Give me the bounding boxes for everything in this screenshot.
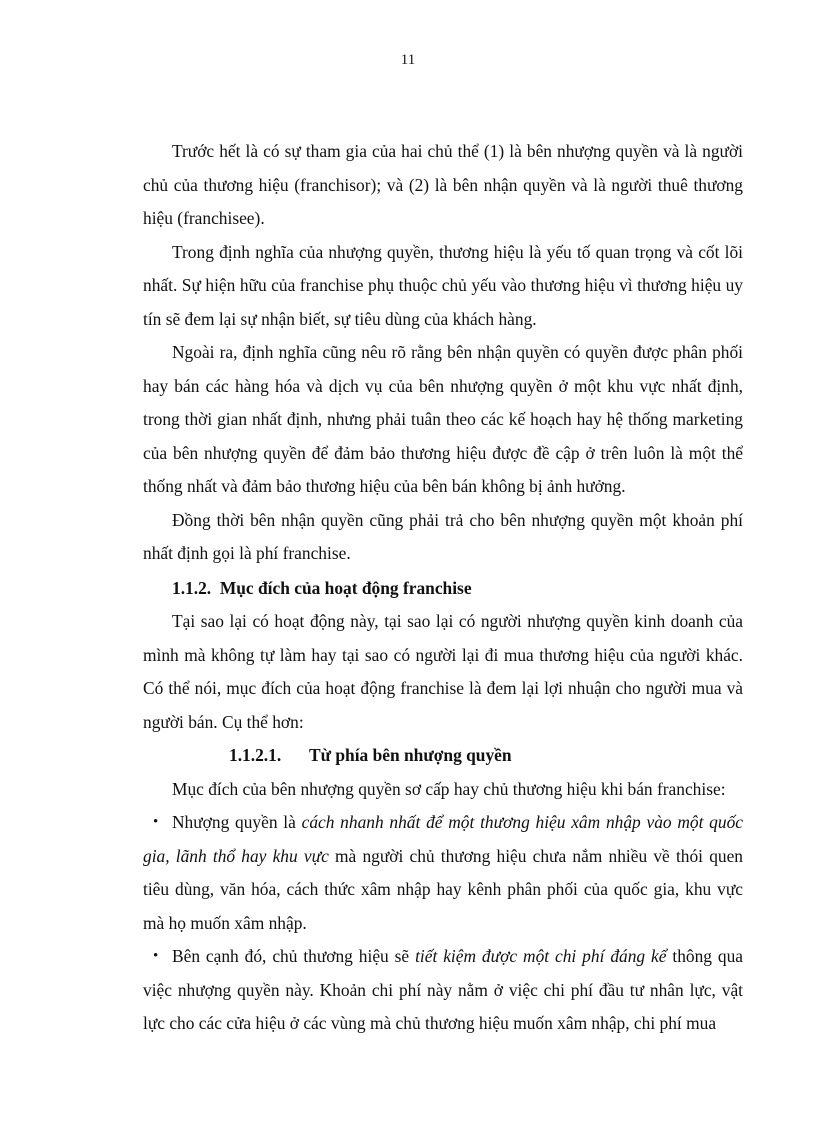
paragraph-franchisor-purpose-intro: Mục đích của bên nhượng quyền sơ cấp hay chủ thương hiệu khi bán franchise: (172, 778, 726, 799)
bullet-icon: • (153, 948, 159, 964)
page-number: 11 (400, 52, 416, 68)
emphasis-text: cách nhanh nhất để một thương hiệu xâm nhập vào một quốc gia, lãnh thổ hay khu vực (143, 812, 743, 866)
bullet-item: • Nhượng quyền là cách nhanh nhất để một thương hiệu xâm nhập vào một quốc gia, lãnh thổ hay khu vực mà người chủ thương hiệu chưa nắm nhiều về thói quen tiêu dùng, văn hóa, cách thức xâm nhập hay kênh phân phối của quốc gia, khu vực mà họ muốn xâm nhập. (143, 806, 743, 940)
document-body (143, 135, 743, 1041)
bullet-item: • Bên cạnh đó, chủ thương hiệu sẽ tiết kiệm được một chi phí đáng kể thông qua việc nhượng quyền này. Khoản chi phí này nằm ở việc chi phí đầu tư nhân lực, vật lực cho các cửa hiệu ở các vùng mà chủ thương hiệu muốn xâm nhập, chi phí mua (143, 940, 743, 1041)
bullet-icon: • (153, 814, 159, 830)
paragraph-franchise-fee: Đồng thời bên nhận quyền cũng phải trả cho bên nhượng quyền một khoản phí nhất định gọi là phí franchise. (143, 509, 743, 563)
subsection-number: 1.1.2.1. (229, 745, 282, 765)
section-heading-1-1-2-1 (143, 739, 743, 773)
emphasis-text: tiết kiệm được một chi phí đáng kể (415, 946, 667, 966)
paragraph-brand-core: Trong định nghĩa của nhượng quyền, thương hiệu là yếu tố quan trọng và cốt lõi nhất. Sự hiện hữu của franchise phụ thuộc chủ yếu vào thương hiệu vì thương hiệu uy tín sẽ đem lại sự nhận biết, sự tiêu dùng của khách hàng. (143, 241, 743, 329)
section-heading-1-1-2 (143, 572, 743, 606)
subsection-title: Từ phía bên nhượng quyền (309, 745, 512, 765)
paragraph-distribution-rights: Ngoài ra, định nghĩa cũng nêu rõ rằng bên nhận quyền có quyền được phân phối hay bán các hàng hóa và dịch vụ của bên nhượng quyền ở một khu vực nhất định, trong thời gian nhất định, nhưng phải tuân theo các kế hoạch hay hệ thống marketing của bên nhượng quyền để đảm bảo thương hiệu được đề cập ở trên luôn là một thể thống nhất và đảm bảo thương hiệu của bên bán không bị ảnh hưởng. (143, 342, 743, 496)
section-number: 1.1.2. (172, 577, 212, 598)
section-title: Mục đích của hoạt động franchise (219, 577, 472, 598)
paragraph-purpose: Tại sao lại có hoạt động này, tại sao lại có người nhượng quyền kinh doanh của mình mà không tự làm hay tại sao có người lại đi mua thương hiệu của người khác. Có thể nói, mục đích của hoạt động franchise là đem lại lợi nhuận cho người mua và người bán. Cụ thể hơn: (143, 611, 743, 732)
paragraph-subjects: Trước hết là có sự tham gia của hai chủ thể (1) là bên nhượng quyền và là người chủ của thương hiệu (franchisor); và (2) là bên nhận quyền và là người thuê thương hiệu (franchisee). (143, 141, 743, 228)
